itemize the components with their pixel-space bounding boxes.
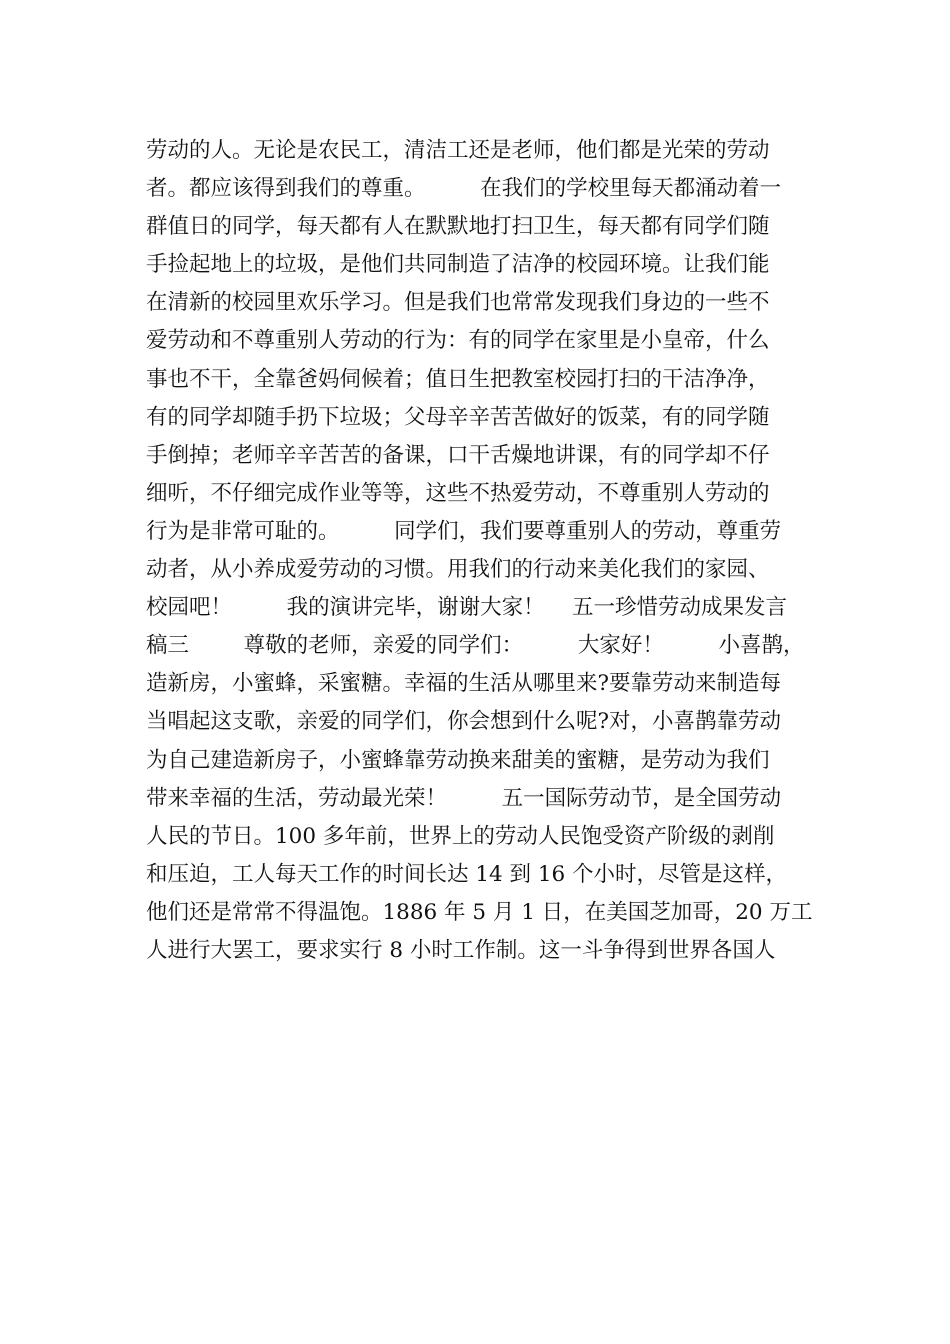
text-line: 事也不干，全靠爸妈伺候着；值日生把教室校园打扫的干洁净净， <box>146 366 770 392</box>
text-line: 手捡起地上的垃圾，是他们共同制造了洁净的校园环境。让我们能 <box>146 252 770 278</box>
text-line: 者。都应该得到我们的尊重。 在我们的学校里每天都涌动着一 <box>146 176 782 202</box>
text-line: 他们还是常常不得温饱。1886 年 5 月 1 日，在美国芝加哥，20 万工 <box>146 899 813 925</box>
text-line: 校园吧！ 我的演讲完毕，谢谢大家！ 五一珍惜劳动成果发言 <box>146 595 788 621</box>
text-line: 动者，从小养成爱劳动的习惯。用我们的行动来美化我们的家园、 <box>146 557 770 583</box>
text-line: 人进行大罢工，要求实行 8 小时工作制。这一斗争得到世界各国人 <box>146 937 776 963</box>
text-line: 有的同学却随手扔下垃圾；父母辛辛苦苦做好的饭菜，有的同学随 <box>146 404 770 430</box>
text-line: 细听，不仔细完成作业等等，这些不热爱劳动，不尊重别人劳动的 <box>146 480 770 506</box>
text-line: 在清新的校园里欢乐学习。但是我们也常常发现我们身边的一些不 <box>146 290 770 316</box>
text-line: 劳动的人。无论是农民工，清洁工还是老师，他们都是光荣的劳动 <box>146 138 770 163</box>
text-line: 手倒掉；老师辛辛苦苦的备课，口干舌燥地讲课，有的同学却不仔 <box>146 442 770 468</box>
text-line: 当唱起这支歌，亲爱的同学们，你会想到什么呢?对，小喜鹊靠劳动 <box>146 709 782 735</box>
text-line: 人民的节日。100 多年前，世界上的劳动人民饱受资产阶级的剥削 <box>146 823 775 849</box>
text-line: 爱劳动和不尊重别人劳动的行为：有的同学在家里是小皇帝，什么 <box>146 328 770 354</box>
text-line: 带来幸福的生活，劳动最光荣！ 五一国际劳动节，是全国劳动 <box>146 785 782 811</box>
text-line: 行为是非常可耻的。 同学们，我们要尊重别人的劳动，尊重劳 <box>146 518 782 544</box>
text-line: 为自己建造新房子，小蜜蜂靠劳动换来甜美的蜜糖，是劳动为我们 <box>146 747 770 773</box>
text-line: 造新房，小蜜蜂，采蜜糖。幸福的生活从哪里来?要靠劳动来制造每 <box>146 671 782 697</box>
body-text <box>146 132 816 970</box>
text-line: 稿三 尊敬的老师，亲爱的同学们： 大家好！ 小喜鹊， <box>146 633 805 659</box>
text-line: 群值日的同学，每天都有人在默默地打扫卫生，每天都有同学们随 <box>146 214 770 240</box>
text-line: 和压迫，工人每天工作的时间长达 14 到 16 个小时，尽管是这样， <box>146 861 788 887</box>
